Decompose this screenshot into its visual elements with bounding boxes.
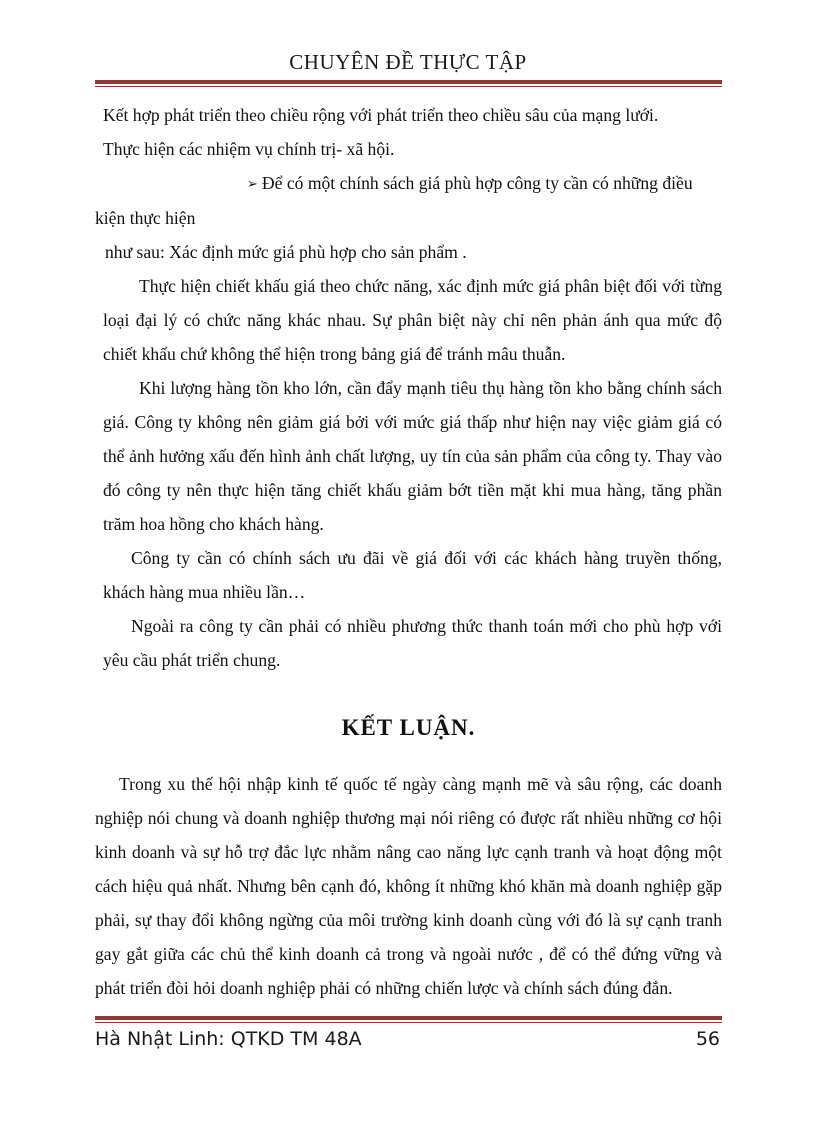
paragraph-loyal-customers: Công ty cần có chính sách ưu đãi về giá đối với các khách hàng truyền thống, khách hàng mua nhiều lần… <box>103 548 722 602</box>
footer-rule <box>95 1016 722 1023</box>
paragraph-political-tasks: Thực hiện các nhiệm vụ chính trị- xã hội. <box>103 139 395 159</box>
footer-author: Hà Nhật Linh: QTKD TM 48A <box>95 1028 362 1050</box>
header-rule <box>95 80 722 87</box>
bullet-text-line1: Để có một chính sách giá phù hợp công ty cần có những điều kiện thực hiện <box>95 173 693 228</box>
bullet-paragraph <box>95 166 722 235</box>
paragraph-payment-methods: Ngoài ra công ty cần phải có nhiều phương thức thanh toán mới cho phù hợp với yêu cầu phát triển chung. <box>103 616 722 670</box>
footer-page-number: 56 <box>695 1028 720 1050</box>
paragraph-inventory: Khi lượng hàng tồn kho lớn, cần đẩy mạnh tiêu thụ hàng tồn kho bằng chính sách giá. Công ty không nên giảm giá bởi với mức giá thấp như hiện nay việc giảm giá có thể ảnh hưởng xấu đến hình ảnh chất lượng, uy tín của sản phẩm của công ty. Thay vào đó công ty nên thực hiện tăng chiết khấu giảm bớt tiền mặt khi mua hàng, tăng phần trăm hoa hồng cho khách hàng. <box>103 378 722 534</box>
paragraph-discount: Thực hiện chiết khấu giá theo chức năng, xác định mức giá phân biệt đối với từng loại đại lý có chức năng khác nhau. Sự phân biệt này chỉ nên phản ánh qua mức độ chiết khấu chứ không thể hiện trong bảng giá để tránh mâu thuẫn. <box>103 276 722 364</box>
bullet-text-line2: như sau: Xác định mức giá phù hợp cho sản phẩm . <box>105 242 467 262</box>
paragraph-continuation: Kết hợp phát triển theo chiều rộng với phát triển theo chiều sâu của mạng lưới. <box>103 105 659 125</box>
arrow-bullet-icon: ➢ <box>247 176 258 191</box>
page-content <box>95 98 722 1005</box>
section-heading-conclusion: KẾT LUẬN. <box>341 715 476 740</box>
page-header-title: CHUYÊN ĐỀ THỰC TẬP <box>289 50 527 74</box>
paragraph-conclusion: Trong xu thế hội nhập kinh tế quốc tế ngày càng mạnh mẽ và sâu rộng, các doanh nghiệp nói chung và doanh nghiệp thương mại nói riêng có được rất nhiều những cơ hội kinh doanh và sự hỗ trợ đắc lực nhằm nâng cao năng lực cạnh tranh và hoạt động một cách hiệu quả nhất. Nhưng bên cạnh đó, không ít những khó khăn mà doanh nghiệp gặp phải, sự thay đổi không ngừng của môi trường kinh doanh cùng với đó là sự cạnh tranh gay gắt giữa các chủ thể kinh doanh cả trong và ngoài nước , để có thể đứng vững và phát triển đòi hỏi doanh nghiệp phải có những chiến lược và chính sách đúng đắn. <box>95 774 722 998</box>
